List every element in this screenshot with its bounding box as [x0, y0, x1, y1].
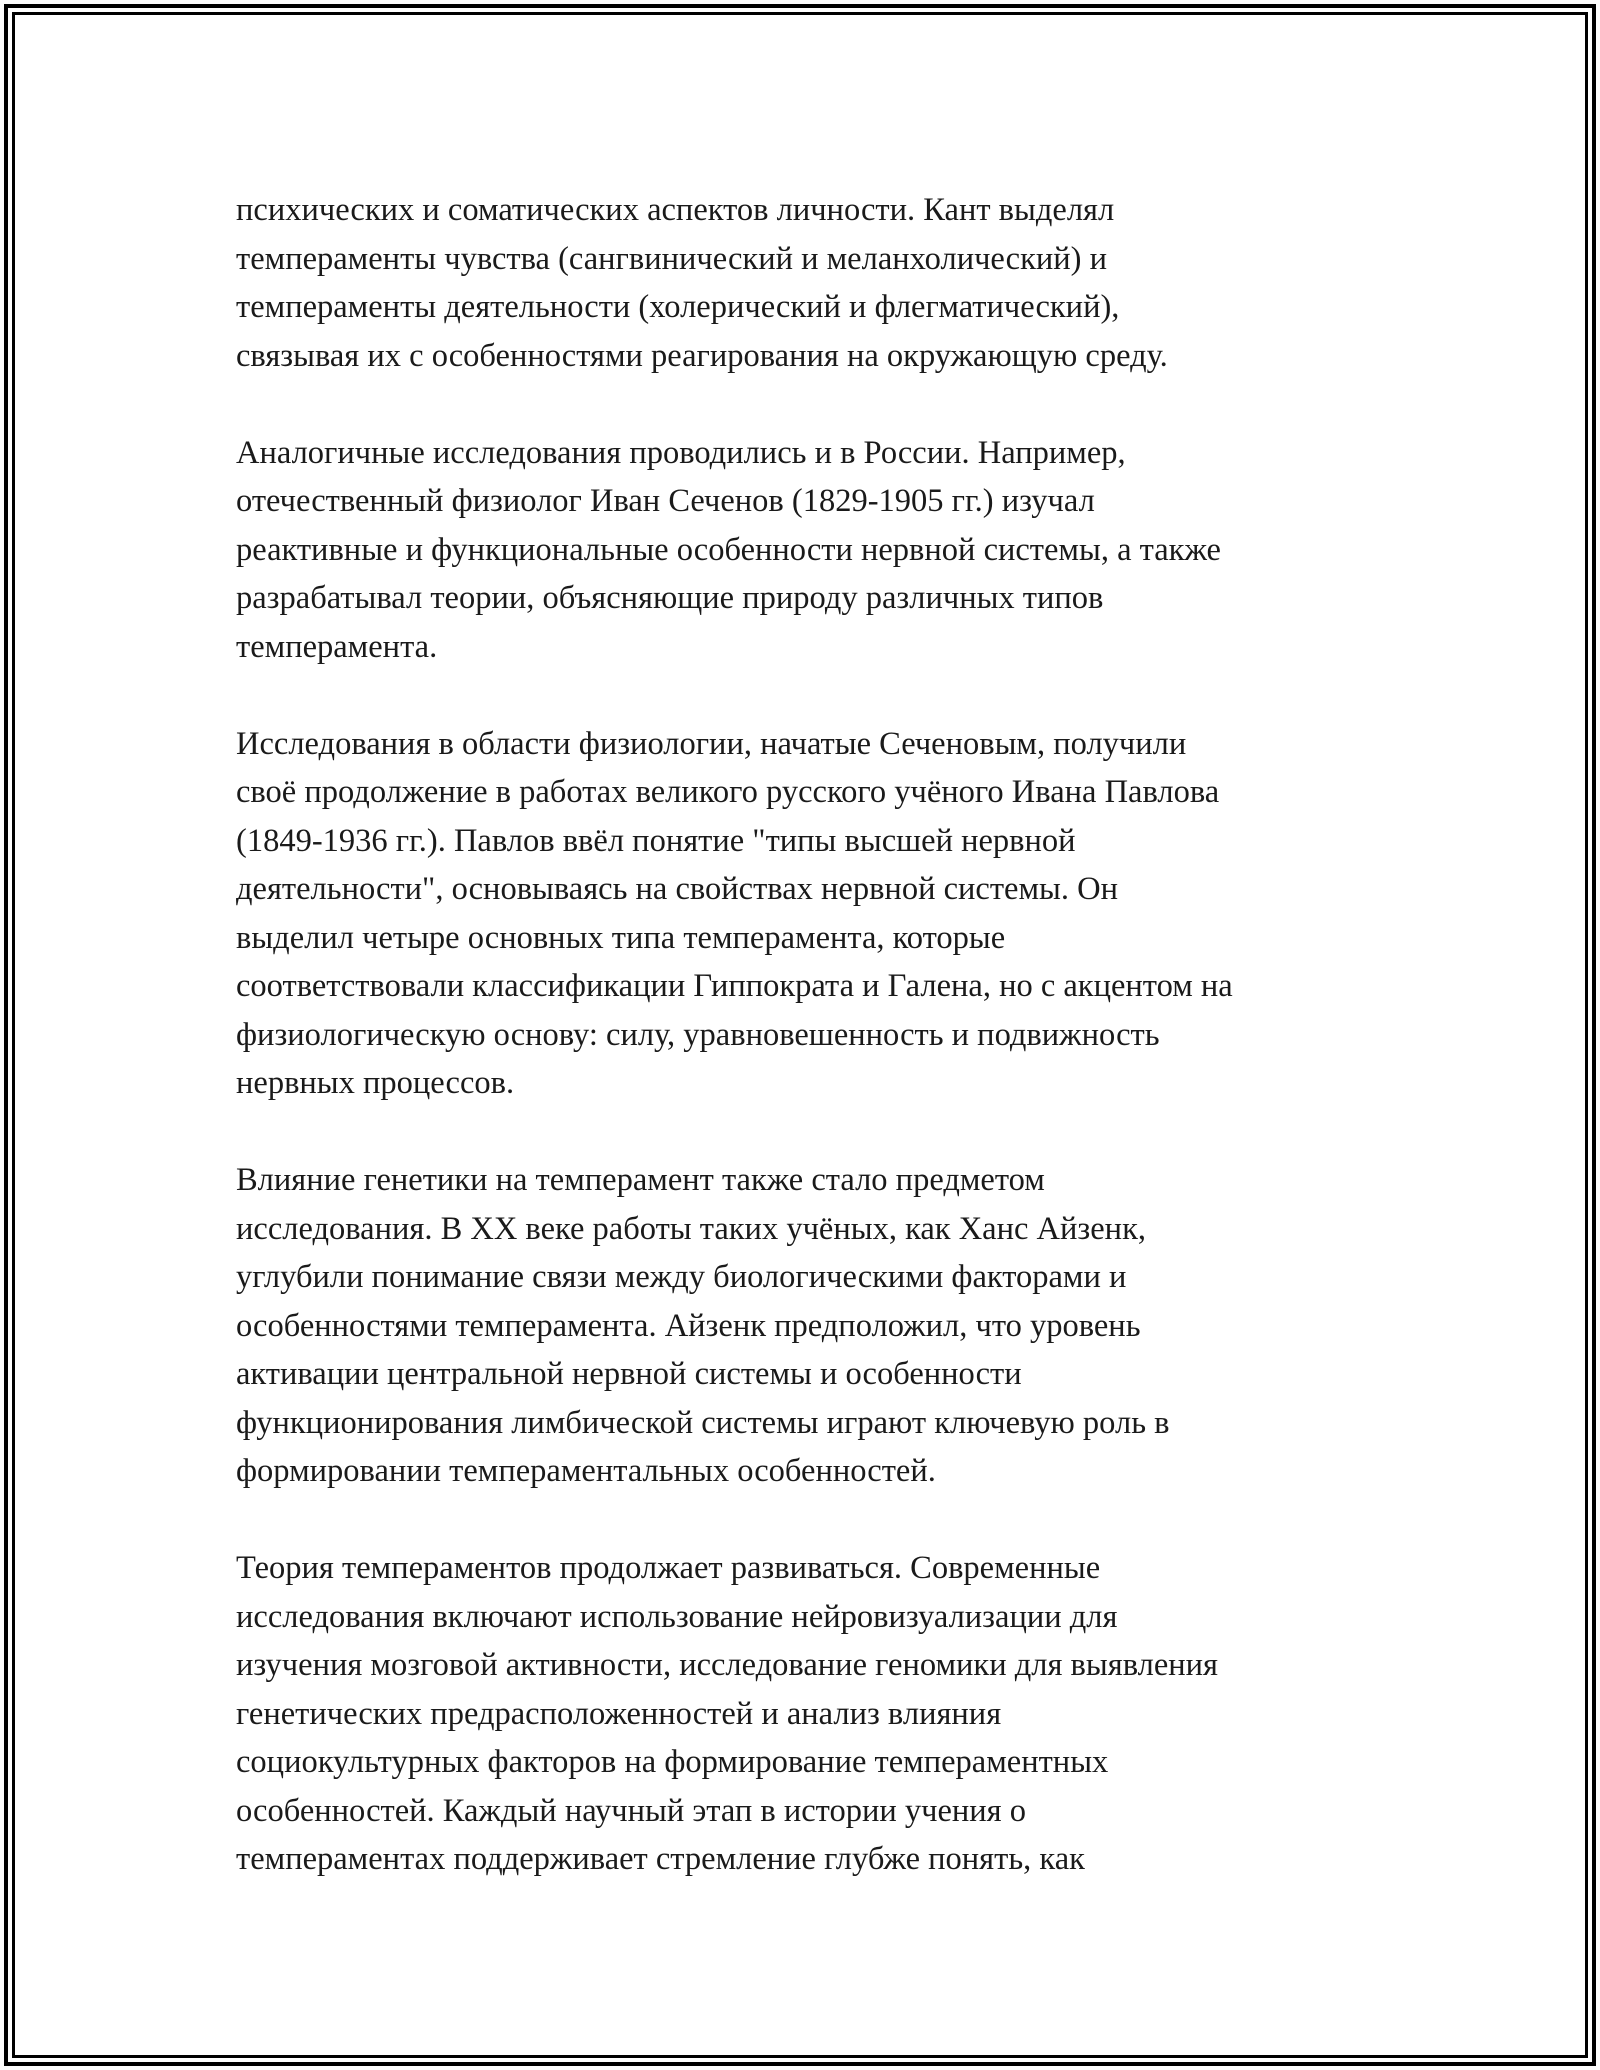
text-line: Исследования в области физиологии, начатые Сеченовым, получили [236, 725, 1187, 762]
paragraph-3 [236, 720, 1416, 1108]
text-line: психических и соматических аспектов личности. Кант выделял [236, 192, 1115, 228]
text-line: Аналогичные исследования проводились и в России. Например, [236, 434, 1126, 471]
text-line: темпераментах поддерживает стремление глубже понять, как [236, 1841, 1085, 1877]
text-line: социокультурных факторов на формирование темпераментных [236, 1744, 1109, 1780]
text-line: темпераменты чувства (сангвинический и меланхолический) и [236, 240, 1108, 277]
text-line: связывая их с особенностями реагирования на окружающую среду. [236, 337, 1168, 374]
text-line: темперамента. [236, 628, 438, 665]
text-line: своё продолжение в работах великого русского учёного Ивана Павлова [236, 774, 1220, 810]
text-line: особенностями темперамента. Айзенк предположил, что уровень [236, 1307, 1141, 1344]
text-line: Влияние генетики на темперамент также стало предметом [236, 1162, 1045, 1198]
text-line: темпераменты деятельности (холерический и флегматический), [236, 289, 1120, 325]
text-line: реактивные и функциональные особенности нервной системы, а также [236, 531, 1221, 568]
text-line: деятельности", основываясь на свойствах нервной системы. Он [236, 871, 1118, 907]
text-line: отечественный физиолог Иван Сеченов (1829-1905 гг.) изучал [236, 483, 1095, 519]
text-line: углубили понимание связи между биологическими факторами и [236, 1259, 1127, 1295]
text-line: физиологическую основу: силу, уравновешенность и подвижность [236, 1016, 1160, 1053]
text-line: генетических предрасположенностей и анализ влияния [236, 1695, 1002, 1732]
text-line: (1849-1936 гг.). Павлов ввёл понятие "типы высшей нервной [236, 822, 1076, 859]
text-line: разрабатывал теории, объясняющие природу различных типов [236, 580, 1104, 616]
paragraph-4 [236, 1156, 1416, 1496]
paragraph-5 [236, 1544, 1416, 1884]
text-line: исследования. В XX веке работы таких учёных, как Ханс Айзенк, [236, 1210, 1146, 1247]
text-line: нервных процессов. [236, 1065, 515, 1101]
document-body [236, 186, 1416, 1932]
text-line: формировании темпераментальных особенностей. [236, 1453, 936, 1489]
text-line: функционирования лимбической системы играют ключевую роль в [236, 1404, 1170, 1441]
text-line: соответствовали классификации Гиппократа и Галена, но с акцентом на [236, 968, 1233, 1004]
text-line: выделил четыре основных типа темперамента, которые [236, 919, 1006, 956]
text-line: особенностей. Каждый научный этап в истории учения о [236, 1792, 1026, 1829]
text-line: активации центральной нервной системы и особенности [236, 1356, 1022, 1392]
text-line: изучения мозговой активности, исследование геномики для выявления [236, 1647, 1218, 1683]
paragraph-2 [236, 429, 1416, 672]
paragraph-1 [236, 186, 1416, 380]
text-line: исследования включают использование нейровизуализации для [236, 1598, 1118, 1635]
text-line: Теория темпераментов продолжает развиваться. Современные [236, 1550, 1101, 1586]
